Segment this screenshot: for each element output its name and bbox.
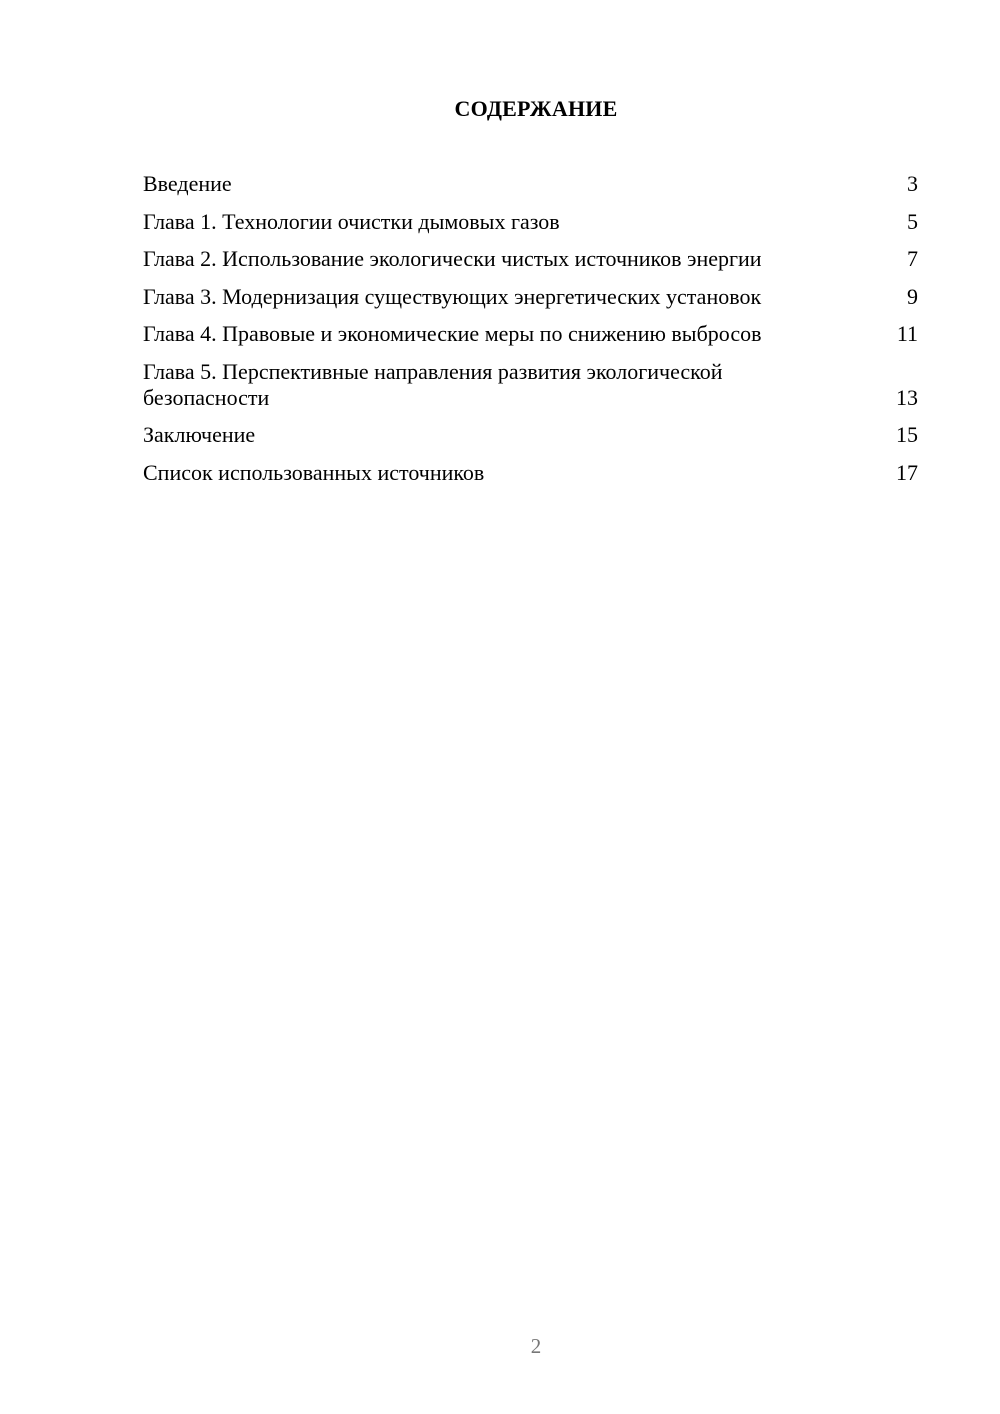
- toc-entry-page: 7: [907, 246, 918, 271]
- toc-entry-title: Глава 5. Перспективные направления развития экологической безопасности: [143, 358, 723, 410]
- toc-entry-page: 13: [896, 384, 918, 410]
- toc-entry-title: Глава 1. Технологии очистки дымовых газов: [143, 208, 560, 234]
- toc-entry-chapter-5[interactable]: [143, 359, 918, 411]
- page-title: СОДЕРЖАНИЕ: [454, 96, 618, 121]
- toc-entry-chapter-4[interactable]: [143, 321, 918, 347]
- toc-entry-title: Глава 2. Использование экологически чистых источников энергии: [143, 246, 762, 271]
- toc-entry-title: Введение: [143, 171, 232, 196]
- toc-entry-chapter-3[interactable]: [143, 284, 918, 310]
- page-number: 2: [530, 1334, 542, 1358]
- toc-entry-page: 17: [896, 459, 918, 485]
- toc-entry-title: Глава 4. Правовые и экономические меры по снижению выбросов: [143, 321, 762, 346]
- toc-entry-chapter-2[interactable]: [143, 246, 918, 272]
- toc-entry-title: Глава 3. Модернизация существующих энергетических установок: [143, 283, 762, 309]
- toc-entry-introduction[interactable]: [143, 171, 918, 197]
- toc-entry-page: 11: [896, 321, 918, 346]
- toc-entry-references[interactable]: [143, 460, 918, 486]
- toc-entry-conclusion[interactable]: [143, 422, 918, 448]
- toc-entry-title: Заключение: [143, 422, 256, 447]
- table-of-contents: [143, 171, 918, 497]
- toc-entry-page: 15: [896, 422, 918, 447]
- toc-entry-page: 3: [907, 171, 918, 196]
- toc-entry-title: Список использованных источников: [143, 459, 485, 485]
- toc-entry-page: 5: [907, 208, 918, 234]
- toc-entry-page: 9: [907, 283, 918, 309]
- toc-entry-chapter-1[interactable]: [143, 209, 918, 235]
